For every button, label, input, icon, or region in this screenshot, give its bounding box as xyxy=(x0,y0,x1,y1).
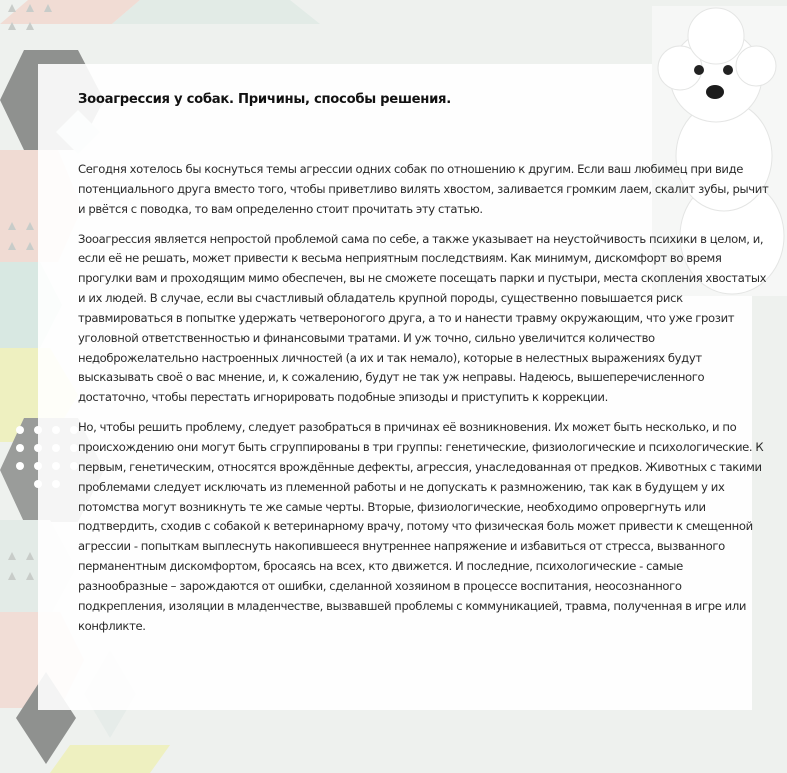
article-title: Зооагрессия у собак. Причины, способы решения. xyxy=(78,92,451,107)
paragraph: Но, чтобы решить проблему, следует разобраться в причинах её возникновения. Их может быть несколько, и по происхождению они могут быть сгруппированы в три группы: генетические, физиологические и психологические. К первым, генетическим, относятся врождённые дефекты, агрессия, унаследованная от предков. Животных с такими проблемами следует исключать из племенной работы и не допускать к размножению, так как в будущем у их потомства могут возникнуть те же самые черты. Вторые, физиологические, необходимо опровергнуть или подтвердить, сходив с собакой к ветеринарному врачу, потому что физическая боль может привести к смещенной агрессии - попыткам выплеснуть накопившееся внутреннее напряжение и избавиться от стресса, вызванного перманентным дискомфортом, бросаясь на всех, кто движется. И последние, психологические - самые разнообразные – зарождаются от ошибки, сделанной хозяином в процессе воспитания, неосознанного подкрепления, изоляции в младенчестве, вызвавшей проблемы с коммуникацией, травма, полученная в игре или конфликте. xyxy=(78,420,764,633)
light-hexagon-top xyxy=(112,0,320,24)
paragraph: Зооагрессия является непростой проблемой сама по себе, а также указывает на неустойчивость психики в целом, и, если её не решать, может привести к весьма неприятным последствиям. Как минимум, дискомфорт во время прогулки вам и проходящим мимо обеспечен, вы не сможете посещать парки и пустыри, места скопления хвостатых и их людей. В случае, если вы счастливый обладатель крупной породы, существенно повышается риск травмироваться в попытке удержать четвероногого друга, а то и нанести травму окружающим, что уже грозит уголовной ответственностью и финансовыми тратами. И уж точно, сильно увеличится количество недоброжелательно настроенных личностей (а их и так немало), которые в нелестных выражениях будут высказывать своё о вас мнение, и, к сожалению, будут не так уж неправы. Надеюсь, вышеперечисленного достаточно, чтобы перестать игнорировать подобные эпизоды и приступить к коррекции. xyxy=(78,231,767,405)
paragraph: Сегодня хотелось бы коснуться темы агрессии одних собак по отношению к другим. Если ваш любимец при виде потенциального друга вместо того, чтобы приветливо вилять хвостом, заливается громким лаем, скалит зубы, рычит и рвётся с поводка, то вам определенно стоит прочитать эту статью. xyxy=(78,162,769,216)
yellow-band-bottom xyxy=(50,745,170,773)
article-body xyxy=(78,160,770,646)
